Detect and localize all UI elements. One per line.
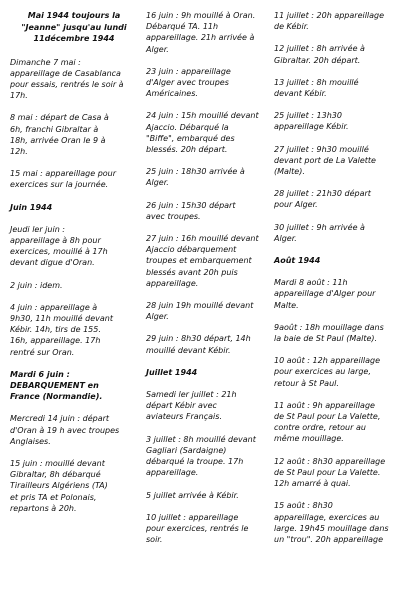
- log-entry: [274, 144, 400, 178]
- log-entry: [146, 10, 268, 55]
- text-line: Gibraltar. 20h départ.: [274, 55, 361, 65]
- text-line: la baie de St Paul (Malte).: [274, 334, 378, 344]
- text-line: appareillage.: [146, 468, 199, 478]
- text-line: retour à St Paul.: [274, 378, 339, 388]
- text-line: Débarqué TA. 11h: [146, 22, 219, 32]
- text-line: 12h amarré à quai.: [274, 479, 351, 489]
- column-middle: [146, 10, 268, 556]
- log-entry: [274, 500, 400, 545]
- text-line: repartons à 20h.: [10, 503, 77, 513]
- log-entry: [146, 66, 268, 100]
- text-line: pour Alger.: [274, 200, 318, 210]
- text-line: débarqué la troupe. 17h: [146, 457, 244, 467]
- log-entry: [146, 490, 268, 501]
- log-entry: [274, 77, 400, 99]
- text-line: soir.: [146, 535, 163, 545]
- log-entry: [10, 280, 138, 291]
- text-line: 10 juillet : appareillage: [146, 512, 239, 522]
- text-line: appareillage.: [146, 278, 199, 288]
- text-line: Mercredi 14 juin : départ: [10, 414, 110, 424]
- text-line: 27 juin : 16h mouillé devant: [146, 234, 259, 244]
- document-title: [10, 10, 138, 45]
- log-entry: [274, 456, 400, 490]
- text-line: devant digue d'Oran.: [10, 258, 95, 268]
- text-line: Alger.: [146, 178, 169, 188]
- text-line: rentré sur Oran.: [10, 347, 75, 357]
- text-line: Alger.: [274, 233, 297, 243]
- text-line: large. 19h45 mouillage dans: [274, 523, 389, 533]
- text-line: Gibraltar, 8h débarqué: [10, 470, 101, 480]
- log-entry: [274, 355, 400, 389]
- log-entry: [146, 389, 268, 423]
- text-line: 25 juin : 18h30 arrivée à: [146, 167, 245, 177]
- text-line: Gagliari (Sardaigne): [146, 445, 227, 455]
- text-line: appareillage de Casablanca: [10, 68, 121, 78]
- text-line: 6h, franchi Gibraltar à: [10, 124, 99, 134]
- log-entry: [10, 302, 138, 358]
- log-entry: [146, 233, 268, 289]
- text-line: pour exercices, rentrés le: [146, 523, 249, 533]
- log-entry: [274, 10, 400, 32]
- text-line: 15 juin : mouillé devant: [10, 458, 105, 468]
- text-line: 13 juillet : 8h mouillé: [274, 77, 359, 87]
- text-line: Alger.: [146, 44, 169, 54]
- text-line: exercices sur la journée.: [10, 180, 109, 190]
- text-line: blessés avant 20h puis: [146, 267, 238, 277]
- log-entry: [274, 400, 400, 445]
- text-line: Ajaccio. Débarqué la: [146, 122, 229, 132]
- text-line: pour exercices au large,: [274, 367, 371, 377]
- text-line: "Jeanne" jusqu'au lundi: [21, 22, 127, 32]
- column-left: [10, 10, 138, 525]
- text-line: Ajaccio débarquement: [146, 245, 237, 255]
- text-line: 17h.: [10, 91, 28, 101]
- text-line: 9août : 18h mouillage dans: [274, 322, 384, 332]
- text-line: de St Paul pour La Valette,: [274, 412, 381, 422]
- text-line: 25 juillet : 13h30: [274, 111, 342, 121]
- month-heading: Juin 1944: [10, 202, 53, 212]
- text-line: troupes et embarquement: [146, 256, 252, 266]
- text-line: 11 juillet : 20h appareillage: [274, 11, 385, 20]
- text-line: 28 juin 19h mouillé devant: [146, 301, 254, 311]
- text-line: Mardi 8 août : 11h: [274, 278, 348, 288]
- log-entry: [146, 110, 268, 155]
- text-line: un "trou". 20h appareillage: [274, 534, 384, 544]
- text-line: Malte.: [274, 300, 299, 310]
- text-line: 12h.: [10, 146, 28, 156]
- log-entry: [146, 512, 268, 546]
- text-line: Kébir. 14h, tirs de 155.: [10, 325, 101, 335]
- text-line: 16h, appareillage. 17h: [10, 336, 101, 346]
- log-entry: [10, 112, 138, 157]
- text-line: appareillage d'Alger pour: [274, 289, 376, 299]
- text-line: d'Oran à 19 h avec troupes: [10, 425, 120, 435]
- text-line: et pris TA et Polonais,: [10, 492, 97, 502]
- text-line: exercices, mouillé à 17h: [10, 247, 108, 257]
- text-line: DEBARQUEMENT en: [10, 380, 99, 390]
- text-line: départ Kébir avec: [146, 401, 217, 411]
- text-line: mouillé devant Kébir.: [146, 345, 231, 355]
- log-entry: [10, 168, 138, 190]
- text-line: 27 juillet : 9h30 mouillé: [274, 144, 369, 154]
- text-line: appareillage Kébir.: [274, 122, 349, 132]
- text-line: appareillage. 21h arrivée à: [146, 33, 255, 43]
- text-line: 29 juin : 8h30 départ, 14h: [146, 334, 251, 344]
- text-line: 11décembre 1944: [33, 34, 115, 43]
- text-line: 30 juillet : 9h arrivée à: [274, 222, 365, 232]
- log-entry: [10, 413, 138, 447]
- text-line: appareillage, exercices au: [274, 512, 380, 522]
- text-line: avec troupes.: [146, 211, 201, 221]
- text-line: 23 juin : appareillage: [146, 66, 231, 76]
- text-line: 24 juin : 15h mouillé devant: [146, 111, 259, 121]
- log-entry: [274, 110, 400, 132]
- text-line: devant Kébir.: [274, 89, 327, 99]
- text-line: de Kébir.: [274, 22, 309, 32]
- text-line: 12 août : 8h30 appareillage: [274, 456, 386, 466]
- log-entry: [146, 166, 268, 188]
- text-line: Dimanche 7 mai :: [10, 57, 81, 67]
- text-line: Mardi 6 juin :: [10, 369, 70, 379]
- text-line: 11 août : 9h appareillage: [274, 400, 375, 410]
- text-line: Anglaises.: [10, 436, 51, 446]
- text-line: (Malte).: [274, 167, 305, 177]
- text-line: Jeudi ler juin :: [10, 224, 65, 234]
- log-entry: [274, 43, 400, 65]
- log-entry: [10, 57, 138, 102]
- column-right: [274, 10, 400, 556]
- text-line: 28 juillet : 21h30 départ: [274, 189, 371, 199]
- log-entry: [146, 434, 268, 479]
- log-entry: [274, 277, 400, 311]
- log-entry: [10, 458, 138, 514]
- text-line: 5 juillet arrivée à Kébir.: [146, 490, 239, 500]
- text-line: même mouillage.: [274, 434, 344, 444]
- text-line: 15 mai : appareillage pour: [10, 169, 117, 179]
- month-heading: Août 1944: [274, 256, 321, 266]
- log-entry-highlight: [10, 369, 138, 403]
- text-line: 16 juin : 9h mouillé à Oran.: [146, 11, 256, 20]
- text-line: 2 juin : idem.: [10, 280, 63, 290]
- text-line: Américaines.: [146, 89, 198, 99]
- text-line: d'Alger avec troupes: [146, 78, 229, 88]
- log-entry: [274, 188, 400, 210]
- text-line: France (Normandie).: [10, 392, 103, 402]
- text-line: appareillage à 8h pour: [10, 235, 101, 245]
- month-heading: Juillet 1944: [146, 367, 198, 377]
- log-entry: [146, 300, 268, 322]
- text-line: "Biffe", embarqué des: [146, 133, 235, 143]
- log-entry: [274, 322, 400, 344]
- text-line: 8 mai : départ de Casa à: [10, 113, 109, 123]
- text-line: contre ordre, retour au: [274, 423, 366, 433]
- text-line: 9h30, 11h mouillé devant: [10, 313, 113, 323]
- log-entry: [10, 224, 138, 269]
- text-line: 10 août : 12h appareillage: [274, 356, 381, 366]
- text-line: Alger.: [146, 312, 169, 322]
- text-line: de St Paul pour La Valette.: [274, 467, 381, 477]
- text-line: 4 juin : appareillage à: [10, 302, 98, 312]
- text-line: Tirailleurs Algériens (TA): [10, 481, 108, 491]
- text-line: blessés. 20h départ.: [146, 145, 228, 155]
- text-line: pour essais, rentrés le soir à: [10, 79, 124, 89]
- text-line: 15 août : 8h30: [274, 501, 333, 511]
- text-line: 3 juillet : 8h mouillé devant: [146, 434, 256, 444]
- text-line: 18h, arrivée Oran le 9 à: [10, 135, 106, 145]
- log-entry: [274, 222, 400, 244]
- text-line: Mai 1944 toujours la: [27, 11, 121, 20]
- text-line: Samedi ler juillet : 21h: [146, 390, 237, 400]
- text-line: aviateurs Français.: [146, 412, 222, 422]
- text-line: 26 juin : 15h30 départ: [146, 200, 236, 210]
- log-entry: [146, 200, 268, 222]
- text-line: devant port de La Valette: [274, 155, 376, 165]
- text-line: 12 juillet : 8h arrivée à: [274, 44, 365, 54]
- log-entry: [146, 333, 268, 355]
